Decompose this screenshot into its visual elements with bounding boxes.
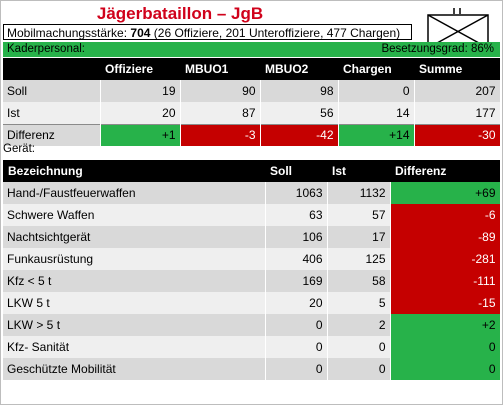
strength-detail: (26 Offiziere, 201 Unteroffiziere, 477 Chargen) bbox=[153, 26, 401, 40]
equipment-name: LKW > 5 t bbox=[3, 314, 265, 336]
diff-cell: -89 bbox=[390, 226, 500, 248]
column-header: Soll bbox=[265, 160, 327, 182]
soll-cell: 1063 bbox=[265, 182, 327, 204]
column-header: Offiziere bbox=[100, 58, 180, 80]
table-row bbox=[3, 314, 500, 336]
soll-cell: 106 bbox=[265, 226, 327, 248]
table-row bbox=[3, 124, 500, 146]
ist-cell: 1132 bbox=[327, 182, 390, 204]
ist-cell: 125 bbox=[327, 248, 390, 270]
ist-cell: 0 bbox=[327, 358, 390, 380]
personnel-table bbox=[3, 58, 501, 146]
column-header: Chargen bbox=[338, 58, 414, 80]
table-cell: 98 bbox=[260, 80, 338, 102]
equipment-name: Kfz < 5 t bbox=[3, 270, 265, 292]
ist-cell: 58 bbox=[327, 270, 390, 292]
kader-rate-value: 86% bbox=[470, 43, 494, 55]
table-row bbox=[3, 248, 500, 270]
table-cell: 207 bbox=[414, 80, 500, 102]
column-header: Ist bbox=[327, 160, 390, 182]
strength-value: 704 bbox=[130, 26, 151, 40]
table-row bbox=[3, 204, 500, 226]
table-cell: 19 bbox=[100, 80, 180, 102]
diff-cell: -15 bbox=[390, 292, 500, 314]
row-label: Ist bbox=[3, 102, 100, 124]
equipment-header-row bbox=[3, 160, 500, 182]
table-cell: 87 bbox=[180, 102, 260, 124]
column-header: Differenz bbox=[390, 160, 500, 182]
ist-cell: 5 bbox=[327, 292, 390, 314]
diff-cell: -281 bbox=[390, 248, 500, 270]
row-label: Soll bbox=[3, 80, 100, 102]
diff-cell: -3 bbox=[180, 124, 260, 146]
equipment-name: LKW 5 t bbox=[3, 292, 265, 314]
equipment-name: Kfz- Sanität bbox=[3, 336, 265, 358]
diff-cell: -6 bbox=[390, 204, 500, 226]
page-title: Jägerbataillon – JgB bbox=[96, 4, 264, 23]
equipment-name: Geschützte Mobilität bbox=[3, 358, 265, 380]
equipment-name: Nachtsichtgerät bbox=[3, 226, 265, 248]
diff-cell: -111 bbox=[390, 270, 500, 292]
kader-rate-label: Besetzungsgrad: bbox=[381, 43, 468, 55]
equipment-section-label: Gerät: bbox=[3, 143, 35, 155]
kader-label: Kaderpersonal: bbox=[7, 43, 85, 55]
ist-cell: 2 bbox=[327, 314, 390, 336]
diff-cell: +14 bbox=[338, 124, 414, 146]
column-header: Summe bbox=[414, 58, 500, 80]
table-row bbox=[3, 270, 500, 292]
diff-cell: +69 bbox=[390, 182, 500, 204]
ist-cell: 0 bbox=[327, 336, 390, 358]
column-header: MBUO2 bbox=[260, 58, 338, 80]
table-cell: 20 bbox=[100, 102, 180, 124]
table-row bbox=[3, 80, 500, 102]
ist-cell: 57 bbox=[327, 204, 390, 226]
table-row bbox=[3, 292, 500, 314]
equipment-name: Schwere Waffen bbox=[3, 204, 265, 226]
kader-rate bbox=[381, 42, 494, 57]
diff-cell: -30 bbox=[414, 124, 500, 146]
table-cell: 90 bbox=[180, 80, 260, 102]
soll-cell: 169 bbox=[265, 270, 327, 292]
diff-cell: +2 bbox=[390, 314, 500, 336]
soll-cell: 63 bbox=[265, 204, 327, 226]
diff-cell: +1 bbox=[100, 124, 180, 146]
table-cell: 0 bbox=[338, 80, 414, 102]
equipment-name: Hand-/Faustfeuerwaffen bbox=[3, 182, 265, 204]
table-row bbox=[3, 226, 500, 248]
table-row bbox=[3, 336, 500, 358]
diff-cell: 0 bbox=[390, 358, 500, 380]
column-header bbox=[3, 58, 100, 80]
soll-cell: 0 bbox=[265, 358, 327, 380]
equipment-table bbox=[3, 160, 501, 380]
column-header: MBUO1 bbox=[180, 58, 260, 80]
soll-cell: 0 bbox=[265, 336, 327, 358]
soll-cell: 0 bbox=[265, 314, 327, 336]
table-cell: 56 bbox=[260, 102, 338, 124]
equipment-name: Funkausrüstung bbox=[3, 248, 265, 270]
table-cell: 177 bbox=[414, 102, 500, 124]
soll-cell: 20 bbox=[265, 292, 327, 314]
personnel-header-row bbox=[3, 58, 500, 80]
table-row bbox=[3, 182, 500, 204]
kader-bar bbox=[3, 42, 500, 57]
table-cell: 14 bbox=[338, 102, 414, 124]
column-header: Bezeichnung bbox=[3, 160, 265, 182]
mobilization-strength bbox=[3, 24, 412, 40]
strength-label: Mobilmachungsstärke: bbox=[7, 26, 128, 40]
diff-cell: 0 bbox=[390, 336, 500, 358]
soll-cell: 406 bbox=[265, 248, 327, 270]
row-label: Differenz bbox=[3, 124, 100, 146]
ist-cell: 17 bbox=[327, 226, 390, 248]
diff-cell: -42 bbox=[260, 124, 338, 146]
table-row bbox=[3, 358, 500, 380]
table-row bbox=[3, 102, 500, 124]
